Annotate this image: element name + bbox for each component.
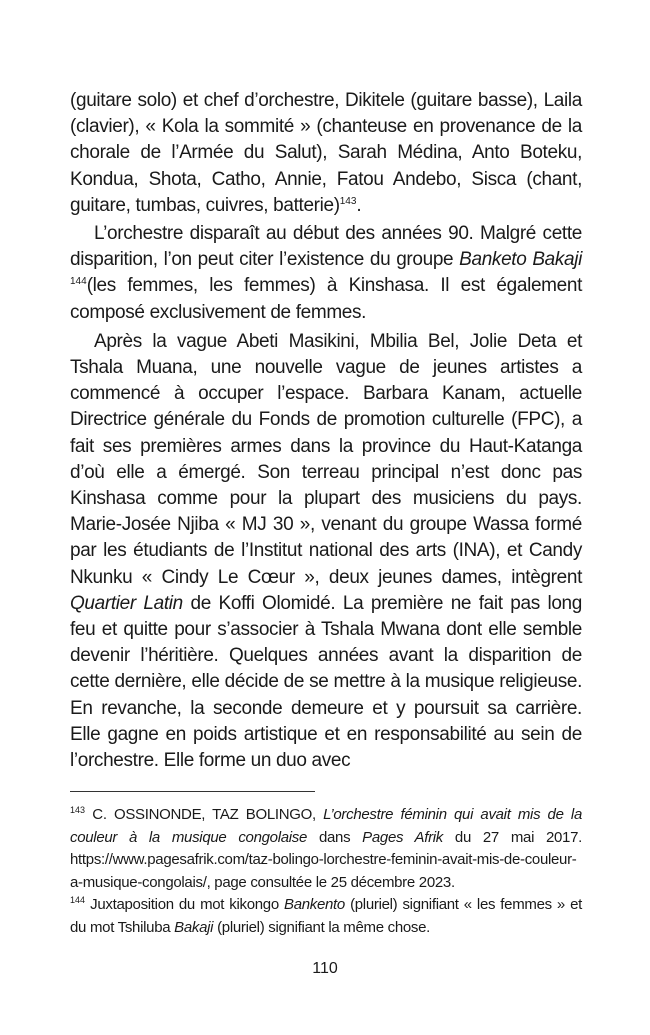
paragraph-1-text: (guitare solo) et chef d’orchestre, Dikitele (guitare basse), Laila (clavier), « Kola la sommité » (chanteuse en provenance de la chorale de l’Armée du Salut), Sarah Médina, Anto Boteku, Kondua, Shota, Catho, Annie, Fatou Andebo, Sisca (chant, guitare, tumbas, cuivres, batterie)	[70, 90, 582, 216]
footnote-144-word-2: Bakaji	[174, 918, 214, 936]
paragraph-2-text-a: L’orchestre disparaît au début des années 90. Malgré cette disparition, l’on peut citer l’existence du groupe	[70, 223, 582, 271]
paragraph-2-italic: Banketo Bakaji	[459, 249, 582, 271]
footnote-ref-143[interactable]: 143	[339, 195, 357, 207]
footnote-144-text-a: Juxtaposition du mot kikongo	[85, 896, 284, 913]
paragraph-1-end: .	[356, 194, 362, 216]
paragraph-3-text-b: de Koffi Olomidé. La première ne fait pas long feu et quitte pour s’associer à Tshala Mwana dont elle semble devenir l’héritière. Quelques années avant la disparition de cette dernière, elle décide de se mettre à la musique religieuse. En revanche, la seconde demeure et y poursuit sa carrière. Elle gagne en poids artistique et en responsabilité au sein de l’orchestre. Elle forme un duo avec	[70, 592, 582, 772]
footnote-144-text-c: (pluriel) signifiant la même chose.	[213, 918, 431, 936]
footnote-143-text-b: dans	[307, 828, 363, 846]
footnote-ref-144[interactable]: 144	[70, 276, 87, 288]
paragraph-3-italic: Quartier Latin	[70, 592, 183, 614]
footnote-143-title: L’orchestre féminin qui avait mis de la couleur à la musique congolaise	[70, 806, 582, 846]
footnote-divider	[70, 791, 315, 792]
footnote-143-source: Pages Afrik	[362, 828, 444, 846]
paragraph-3	[70, 329, 582, 774]
footnotes	[70, 804, 582, 939]
main-text	[70, 88, 582, 774]
paragraph-1	[70, 88, 582, 219]
page-number: 110	[312, 960, 338, 977]
footnote-143-text-c: du 27 mai 2017. https://www.pagesafrik.com/taz-bolingo-lorchestre-feminin-avait-mis-de-couleur-a-musique-congolais/, page consultée le 25 décembre 2023.	[70, 828, 583, 891]
footnote-144	[70, 894, 582, 939]
footnote-144-word-1: Bankento	[283, 896, 345, 913]
paragraph-2-text-b: (les femmes, les femmes) à Kinshasa. Il est également composé exclusivement de femmes.	[70, 275, 582, 323]
footnote-144-text-b: (pluriel) signifiant « les femmes » et du mot Tshiluba	[70, 896, 582, 936]
paragraph-3-text-a: Après la vague Abeti Masikini, Mbilia Bel, Jolie Deta et Tshala Muana, une nouvelle vague de jeunes artistes a commencé à occuper l’espace. Barbara Kanam, actuelle Directrice générale du Fonds de promotion culturelle (FPC), a fait ses premières armes dans la province du Haut-Katanga d’où elle a émergé. Son terreau principal n’est donc pas Kinshasa comme pour la plupart des musiciens du pays. Marie-Josée Njiba « MJ 30 », venant du groupe Wassa formé par les étudiants de l’Institut national des arts (INA), et Candy Nkunku « Cindy Le Cœur », deux jeunes dames, intègrent	[70, 330, 582, 588]
footnote-144-number: 144	[70, 895, 86, 905]
footnote-143	[70, 804, 582, 894]
footnote-143-text-a: C. OSSINONDE, TAZ BOLINGO,	[85, 806, 324, 823]
paragraph-2	[70, 221, 582, 326]
footnote-143-number: 143	[70, 805, 86, 815]
